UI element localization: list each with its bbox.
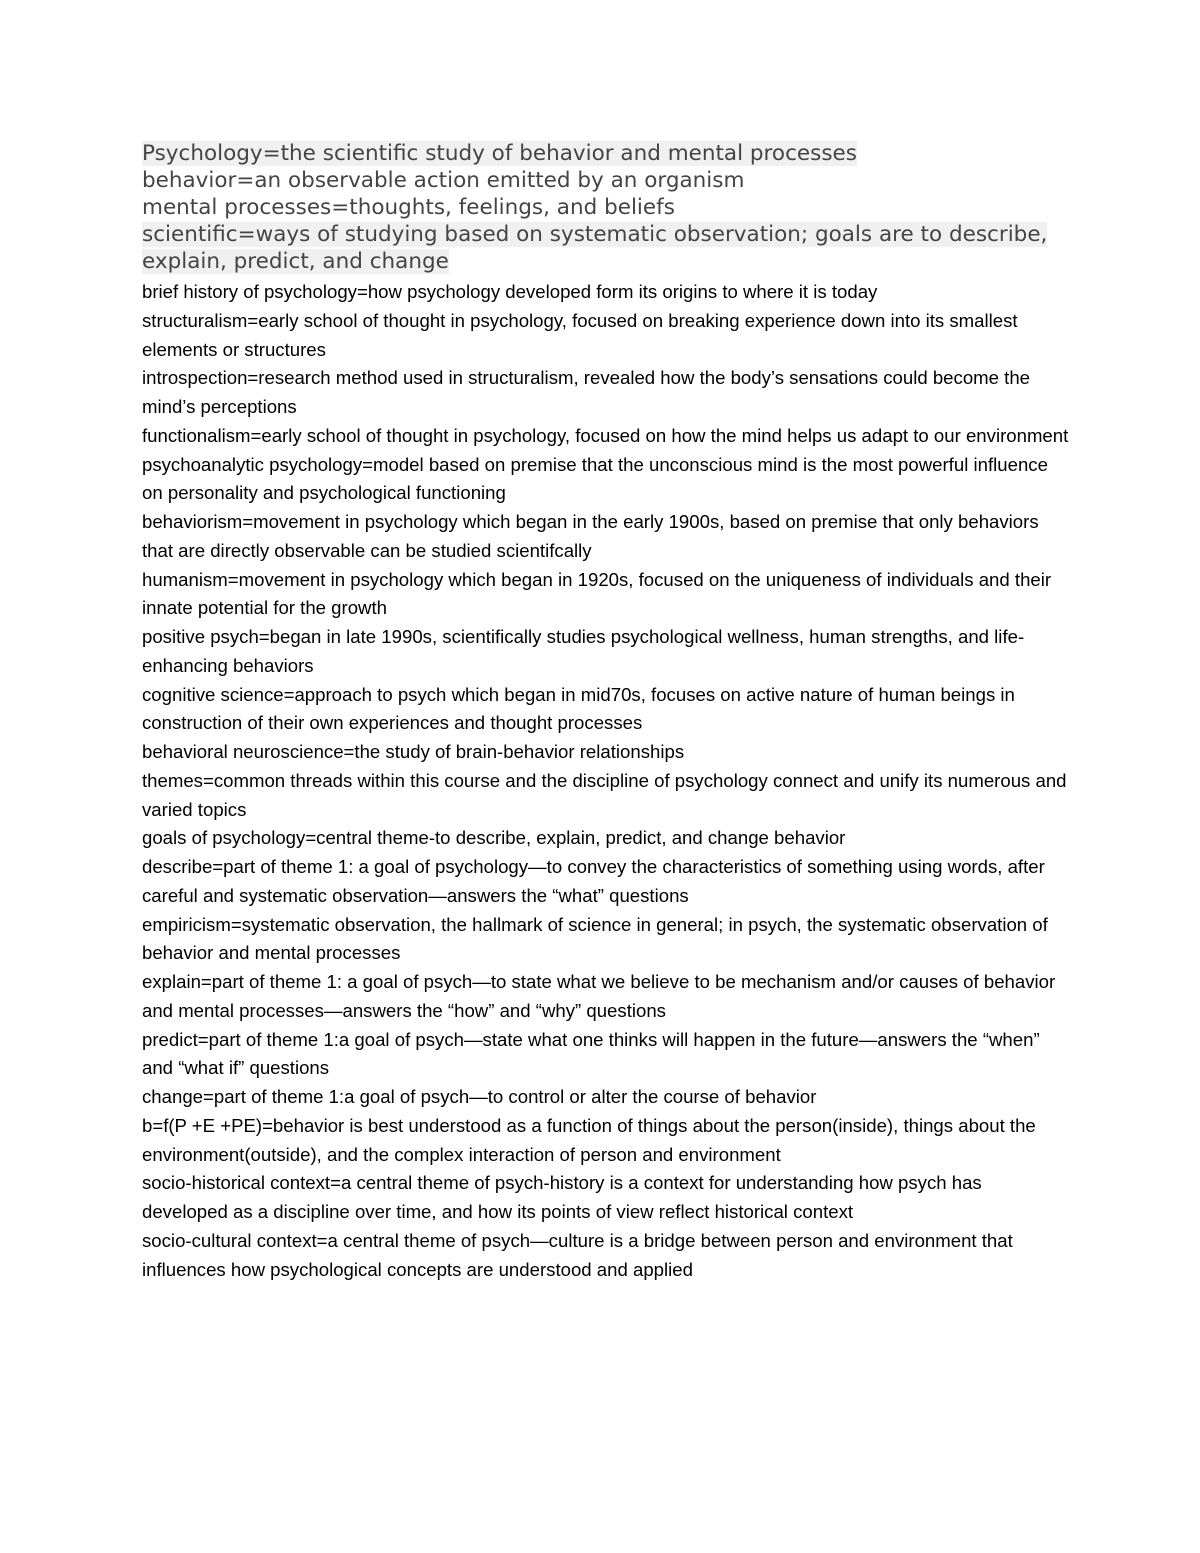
document-page [142, 140, 1072, 1284]
intro-line-behavior [142, 167, 1072, 194]
definition-entry: behavioral neuroscience=the study of brain-behavior relationships [142, 741, 685, 762]
definition-entry: functionalism=early school of thought in psychology, focused on how the mind helps us adapt to our environment [142, 424, 1069, 446]
definition-entry: describe=part of theme 1: a goal of psychology—to convey the characteristics of something using words, after careful and systematic observation—answers the “what” questions [142, 856, 1045, 906]
definition-entry: humanism=movement in psychology which began in 1920s, focused on the uniqueness of individuals and their innate potential for the growth [142, 568, 1052, 619]
intro-line-text: mental processes=thoughts, feelings, and beliefs [142, 195, 675, 220]
intro-line-psychology [142, 140, 1072, 167]
definition-entry: socio-historical context=a central theme of psych-history is a context for understanding how psych has developed as a discipline over time, and how its points of view reflect historical context [142, 1172, 982, 1222]
intro-line-mental-processes [142, 194, 1072, 221]
definition-entry: socio-cultural context=a central theme of psych—culture is a bridge between person and environment that influences how psychological concepts are understood and applied [142, 1229, 1013, 1280]
definition-entry: psychoanalytic psychology=model based on premise that the unconscious mind is the most powerful influence on personality and psychological functioning [142, 453, 1048, 504]
definition-entry: introspection=research method used in structuralism, revealed how the body’s sensations could become the mind’s perceptions [142, 367, 1031, 417]
definition-list [142, 278, 1072, 1284]
intro-line-text: behavior=an observable action emitted by an organism [142, 168, 745, 193]
definition-entry: structuralism=early school of thought in psychology, focused on breaking experience down into its smallest elements or structures [142, 309, 1018, 360]
definition-entry: empiricism=systematic observation, the hallmark of science in general; in psych, the systematic observation of behavior and mental processes [142, 913, 1048, 964]
definition-entry: behaviorism=movement in psychology which began in the early 1900s, based on premise that only behaviors that are directly observable can be studied scientifcally [142, 511, 1039, 561]
definition-entry: predict=part of theme 1:a goal of psych—state what one thinks will happen in the future—answers the “when” and “what if” questions [142, 1028, 1040, 1079]
intro-line-text: Psychology=the scientific study of behavior and mental processes [142, 141, 857, 166]
definition-entry: cognitive science=approach to psych which began in mid70s, focuses on active nature of human beings in construction of their own experiences and thought processes [142, 683, 1015, 734]
definition-entry: brief history of psychology=how psychology developed form its origins to where it is today [142, 281, 878, 302]
intro-line-text: scientific=ways of studying based on systematic observation; goals are to describe, explain, predict, and change [142, 222, 1048, 274]
definition-entry: b=f(P +E +PE)=behavior is best understood as a function of things about the person(inside), things about the environment(outside), and the complex interaction of person and environment [142, 1114, 1036, 1165]
intro-definitions [142, 140, 1072, 275]
definition-entry: change=part of theme 1:a goal of psych—to control or alter the course of behavior [142, 1086, 817, 1107]
definition-entry: positive psych=began in late 1990s, scientifically studies psychological wellness, human strengths, and life-enhancing behaviors [142, 626, 1025, 676]
definition-entry: goals of psychology=central theme-to describe, explain, predict, and change behavior [142, 827, 846, 849]
intro-line-scientific [142, 221, 1072, 275]
definition-entry: explain=part of theme 1: a goal of psych—to state what we believe to be mechanism and/or causes of behavior and mental processes—answers the “how” and “why” questions [142, 971, 1056, 1021]
definition-entry: themes=common threads within this course and the discipline of psychology connect and unify its numerous and varied topics [142, 769, 1067, 820]
